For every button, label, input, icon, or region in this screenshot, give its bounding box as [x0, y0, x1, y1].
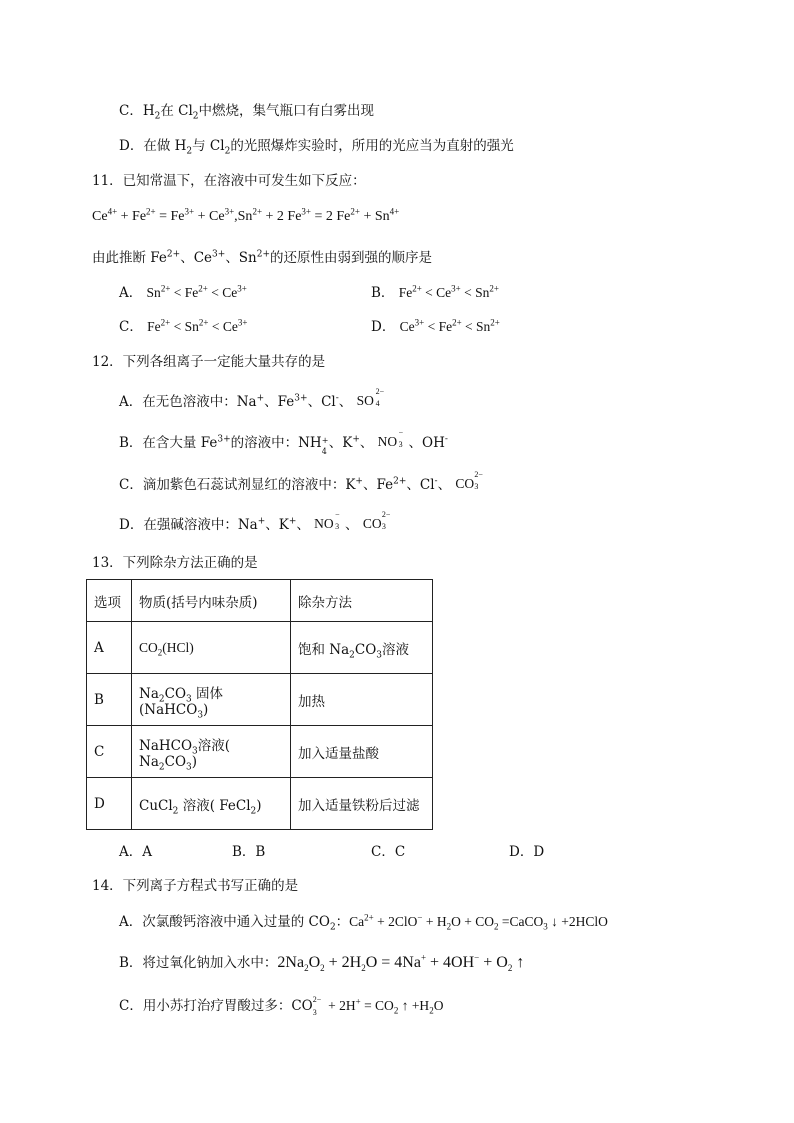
q13-impurity-table — [86, 579, 433, 830]
q11-option-c: C． $Fe^{2+} < Sn^{2+} < Ce^{3+}$ — [119, 317, 248, 335]
q11-judge-text: 由此推断 $Fe^{2+}$、$Ce^{3+}$、$Sn^{2+}$的还原性由弱到强的顺序是 — [92, 249, 433, 266]
table-cell-method: 饱和 $Na_2CO_3$溶液 — [291, 622, 433, 674]
table-cell-substance: $CO_2(HCl)$ — [132, 622, 291, 674]
q12-stem: 12．下列各组离子一定能大量共存的是 — [92, 354, 326, 370]
table-cell-option: A — [87, 622, 132, 674]
q14-stem: 14．下列离子方程式书写正确的是 — [92, 878, 299, 894]
q13-answer-a: A．A — [119, 844, 152, 860]
table-cell-substance: CuCl$_2$ 溶液( FeCl$_2$) — [132, 778, 291, 830]
q13-answer-b: B．B — [232, 844, 266, 860]
q11-option-b: B． $Fe^{2+} < Ce^{3+} < Sn^{2+}$ — [371, 283, 499, 301]
table-row — [87, 622, 433, 674]
table-cell-method: 加热 — [291, 674, 433, 726]
q12-option-c: C．滴加紫色石蕊试剂显红的溶液中：K+、$Fe^{2+}$、Cl-、 CO 2− 3 — [119, 470, 483, 493]
q13-answer-c: C．C — [371, 844, 406, 860]
q14-option-b: B．将过氧化钠加入水中：$2Na_2O_2 + 2H_2O = 4Na^+ + 4OH^- + O_2$ ↑ — [119, 952, 525, 974]
table-cell-option: D — [87, 778, 132, 830]
q10-option-c: C．$H_2$在 $Cl_2$中燃烧，集气瓶口有白雾出现 — [119, 103, 375, 122]
q11-stem: 11．已知常温下，在溶液中可发生如下反应： — [92, 173, 366, 189]
table-header-cell: 选项 — [87, 580, 132, 622]
q14-option-a: A．次氯酸钙溶液中通入过量的 $CO_2$：$Ca^{2+} + 2ClO^- + H_2O + CO_2$ =CaCO$_3$ ↓ +2HClO — [119, 912, 608, 933]
q11-option-d: D． $Ce^{3+} < Fe^{2+} < Sn^{2+}$ — [371, 317, 500, 335]
q11-option-a: A． $Sn^{2+} < Fe^{2+} < Ce^{3+}$ — [119, 283, 247, 301]
table-cell-option: C — [87, 726, 132, 778]
q13-stem: 13．下列除杂方法正确的是 — [92, 555, 258, 571]
table-row — [87, 726, 433, 778]
q10-option-d: D．在做 $H_2$与 $Cl_2$的光照爆炸实验时，所用的光应当为直射的强光 — [119, 138, 514, 157]
table-cell-substance: $Na_2CO_3$ 固体(NaHCO$_3$) — [132, 674, 291, 726]
q14-option-c: C．用小苏打治疗胃酸过多：CO 2− 3 + $2H^+ = CO_2$ ↑ $+H_2O$ — [119, 995, 444, 1017]
table-header-cell: 物质(括号内味杂质) — [132, 580, 291, 622]
table-cell-option: B — [87, 674, 132, 726]
table-header-row — [87, 580, 433, 622]
q13-answer-d: D．D — [509, 844, 545, 860]
q12-option-d: D．在强碱溶液中：Na+、K+、 NO − 3 、 CO 2− 3 — [119, 510, 391, 533]
q12-option-a: A．在无色溶液中：Na+、$Fe^{3+}$、Cl-、 SO 2− 4 — [119, 387, 385, 410]
table-cell-method: 加入适量铁粉后过滤 — [291, 778, 433, 830]
table-header-cell: 除杂方法 — [291, 580, 433, 622]
q12-option-b: B．在含大量 $Fe^{3+}$的溶液中：NH + 4 、K+、 NO − 3 、OH- — [119, 428, 448, 456]
table-row — [87, 778, 433, 830]
q11-reaction-equation: $Ce^{4+} + Fe^{2+} = Fe^{3+} + Ce^{3+},Sn^{2+} + 2$ $Fe^{3+} = 2$ $Fe^{2+} + Sn^{4+}$ — [92, 206, 400, 224]
table-cell-substance: NaHCO$_3$溶液( $Na_2CO_3$) — [132, 726, 291, 778]
table-row — [87, 674, 433, 726]
table-cell-method: 加入适量盐酸 — [291, 726, 433, 778]
